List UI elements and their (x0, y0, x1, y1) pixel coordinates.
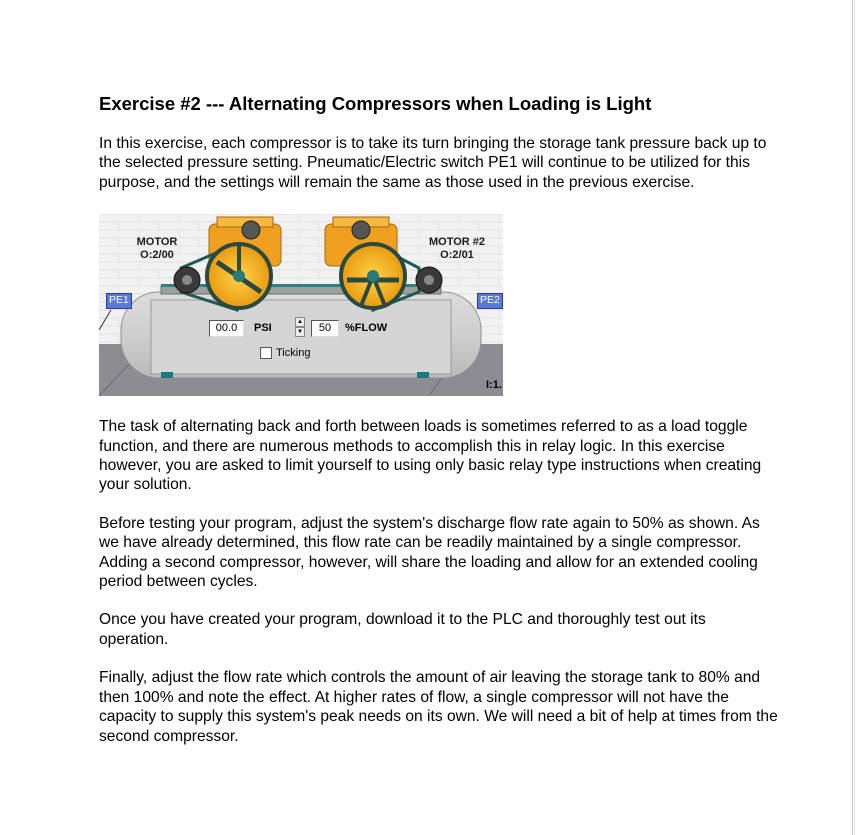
motor1-label: MOTOR O:2/00 (136, 236, 178, 262)
stepper-down-icon[interactable]: ▼ (295, 327, 305, 337)
pe1-switch[interactable]: PE1 (106, 293, 132, 309)
motor2-label: MOTOR #2 O:2/01 (428, 236, 486, 262)
exercise-title: Exercise #2 --- Alternating Compressors when Loading is Light (99, 93, 652, 114)
flow-input[interactable]: 50 (311, 320, 339, 337)
input-address-label: I:1. (486, 379, 502, 392)
window-right-border-shadow (854, 0, 855, 835)
pe2-switch[interactable]: PE2 (477, 293, 503, 309)
compressor-simulation-figure (99, 214, 503, 396)
paragraph-intro: In this exercise, each compressor is to take its turn bringing the storage tank pressure back up to the selected pressure setting. Pneumatic/Electric switch PE1 will continue to be utilized for this purpose, and the settings will remain the same as those used in the previous exercise. (99, 135, 767, 191)
ticking-label: Ticking (276, 347, 311, 360)
flow-stepper[interactable] (295, 317, 305, 339)
ticking-checkbox[interactable] (260, 347, 272, 359)
psi-display: 00.0 (209, 320, 244, 337)
psi-unit-label: PSI (254, 322, 272, 335)
paragraph-download: Once you have created your program, download it to the PLC and thoroughly test out its operation. (99, 611, 706, 648)
paragraph-toggle: The task of alternating back and forth between loads is sometimes referred to as a load toggle function, and there are numerous methods to accomplish this in relay logic. In this exercise however, you are asked to limit yourself to using only basic relay type instructions when creating your solution. (99, 418, 762, 494)
paragraph-testing: Before testing your program, adjust the system's discharge flow rate again to 50% as shown. As we have already determined, this flow rate can be readily maintained by a single compressor. Adding a second compressor, however, will share the loading and allow for an extended cooling period between cycles. (99, 514, 760, 591)
flow-unit-label: %FLOW (345, 322, 388, 335)
document-content (99, 93, 779, 746)
ticking-toggle[interactable] (260, 347, 310, 359)
window-right-border (852, 0, 853, 835)
paragraph-finally: Finally, adjust the flow rate which controls the amount of air leaving the storage tank to 80% and then 100% and note the effect. At higher rates of flow, a single compressor will not have the capacity to supply this system's peak needs on its own. We will need a bit of help at times from the second compressor. (99, 669, 778, 745)
stepper-up-icon[interactable]: ▲ (295, 317, 305, 327)
